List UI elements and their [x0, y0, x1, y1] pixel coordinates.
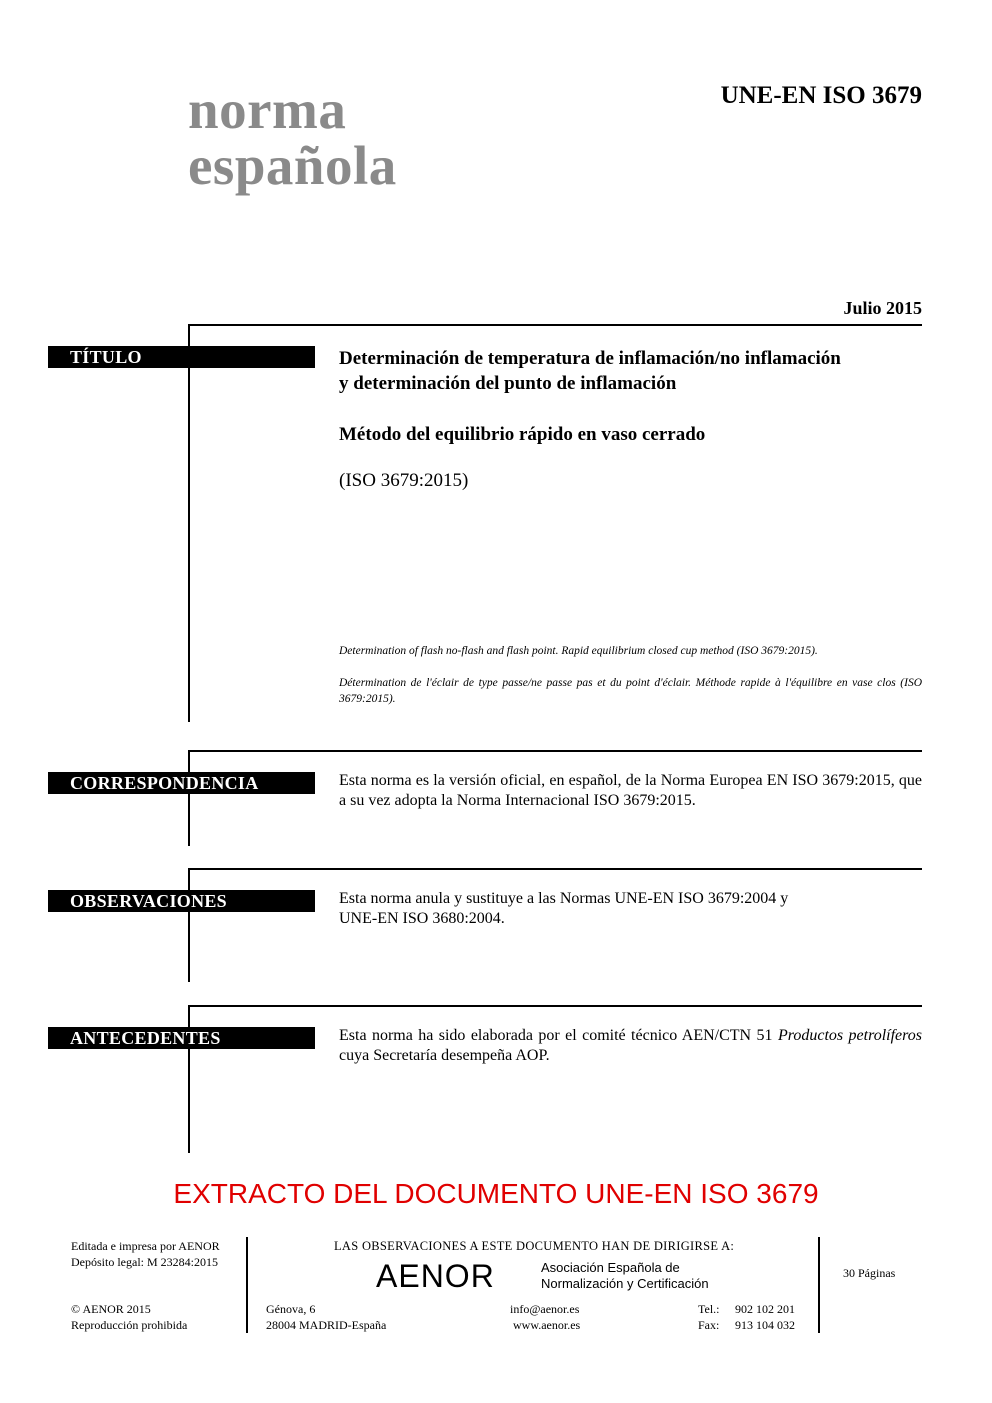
observaciones-line-1: Esta norma anula y sustituye a las Normas UNE-EN ISO 3679:2004 y	[339, 890, 789, 907]
observaciones-label: OBSERVACIONES	[48, 890, 315, 912]
antecedentes-text-before: Esta norma ha sido elaborada por el comité técnico AEN/CTN 51	[339, 1027, 778, 1044]
aenor-logo: AENOR	[376, 1258, 495, 1294]
aenor-org-name	[541, 1260, 709, 1292]
correspondencia-label: CORRESPONDENCIA	[48, 772, 315, 794]
titulo-content	[339, 346, 922, 493]
web-link[interactable]: www.aenor.es	[513, 1318, 581, 1332]
page-count: 30 Páginas	[843, 1266, 896, 1280]
footer-address	[266, 1301, 386, 1333]
reproduction-notice: Reproducción prohibida	[71, 1318, 188, 1332]
footer-edition-info	[71, 1238, 220, 1270]
brand-line-1: norma	[188, 79, 347, 140]
observaciones-top-rule	[188, 868, 922, 870]
standard-code: UNE-EN ISO 3679	[720, 82, 922, 109]
antecedentes-top-rule	[188, 1005, 922, 1007]
footer-copyright-info	[71, 1301, 187, 1333]
fax-label: Fax:	[698, 1318, 720, 1332]
french-title: Détermination de l'éclair de type passe/ne passe pas et du point d'éclair. Méthode rapide à l'équilibre en vase clos (ISO 3679:2015).	[339, 677, 922, 705]
address-street: Génova, 6	[266, 1302, 316, 1316]
extract-notice: EXTRACTO DEL DOCUMENTO UNE-EN ISO 3679	[173, 1178, 819, 1209]
brand-title	[188, 79, 397, 196]
subtitle: Método del equilibrio rápido en vaso cerrado	[339, 424, 706, 445]
titulo-top-rule	[188, 324, 922, 326]
titulo-side-rule	[188, 324, 190, 722]
antecedentes-label: ANTECEDENTES	[48, 1027, 315, 1049]
tel-label: Tel.:	[698, 1302, 720, 1316]
tel-value: 902 102 201	[735, 1302, 795, 1316]
fax-value: 913 104 032	[735, 1318, 795, 1332]
title-line-2: y determinación del punto de inflamación	[339, 373, 677, 394]
footer-divider-right	[818, 1237, 820, 1333]
title-line-1: Determinación de temperatura de inflamación/no inflamación	[339, 348, 841, 369]
english-title: Determination of flash no-flash and flash point. Rapid equilibrium closed cup method (ISO 3679:2015).	[339, 645, 818, 657]
iso-reference: (ISO 3679:2015)	[339, 470, 469, 491]
observaciones-text	[339, 889, 922, 929]
email-link[interactable]: info@aenor.es	[510, 1302, 580, 1316]
org-name-line-2: Normalización y Certificación	[541, 1276, 709, 1291]
observaciones-side-rule	[188, 868, 190, 982]
correspondencia-side-rule	[188, 750, 190, 846]
address-city: 28004 MADRID-España	[266, 1318, 387, 1332]
copyright: © AENOR 2015	[71, 1302, 151, 1316]
footer-phone-labels	[698, 1301, 720, 1333]
legal-deposit: Depósito legal: M 23284:2015	[71, 1255, 218, 1269]
org-name-line-1: Asociación Española de	[541, 1260, 680, 1275]
antecedentes-committee-name: Productos petrolíferos	[777, 1027, 923, 1044]
brand-line-2: española	[188, 135, 397, 196]
edited-by: Editada e impresa por AENOR	[71, 1239, 220, 1253]
antecedentes-text-after: cuya Secretaría desempeña AOP.	[339, 1047, 550, 1064]
observaciones-line-2: UNE-EN ISO 3680:2004.	[339, 910, 505, 927]
titulo-label: TÍTULO	[48, 346, 315, 368]
footer-phone-values	[735, 1301, 795, 1333]
publication-date: Julio 2015	[843, 298, 922, 318]
correspondencia-top-rule	[188, 750, 922, 752]
observations-notice: LAS OBSERVACIONES A ESTE DOCUMENTO HAN DE DIRIGIRSE A:	[334, 1239, 735, 1253]
footer-divider-left	[246, 1237, 248, 1333]
footer-contact	[510, 1301, 580, 1333]
correspondencia-text: Esta norma es la versión oficial, en español, de la Norma Europea EN ISO 3679:2015, que a su vez adopta la Norma Internacional ISO 3679:2015.	[339, 772, 922, 809]
antecedentes-text	[339, 1026, 922, 1066]
